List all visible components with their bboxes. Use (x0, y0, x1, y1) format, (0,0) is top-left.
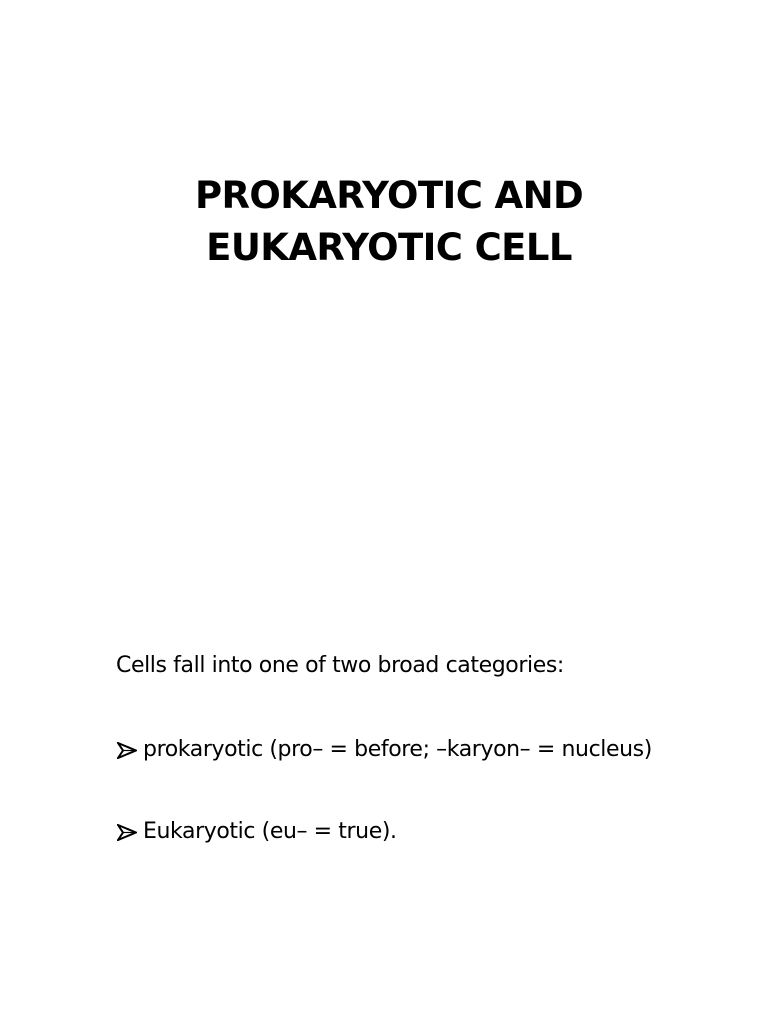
list-item-prokaryotic (116, 733, 676, 767)
category-list (116, 733, 676, 849)
arrowhead-bullet-icon (116, 815, 138, 849)
list-item-eukaryotic (116, 815, 676, 849)
title-line-2: EUKARYOTIC CELL (206, 226, 572, 269)
arrowhead-bullet-icon (116, 733, 138, 767)
list-item-text: prokaryotic (pro– = before; –karyon– = nucleus) (143, 737, 652, 762)
list-item-text: Eukaryotic (eu– = true). (143, 819, 397, 844)
page-title (84, 170, 694, 274)
intro-paragraph: Cells fall into one of two broad categories: (116, 653, 564, 678)
title-line-1: PROKARYOTIC AND (194, 174, 584, 217)
